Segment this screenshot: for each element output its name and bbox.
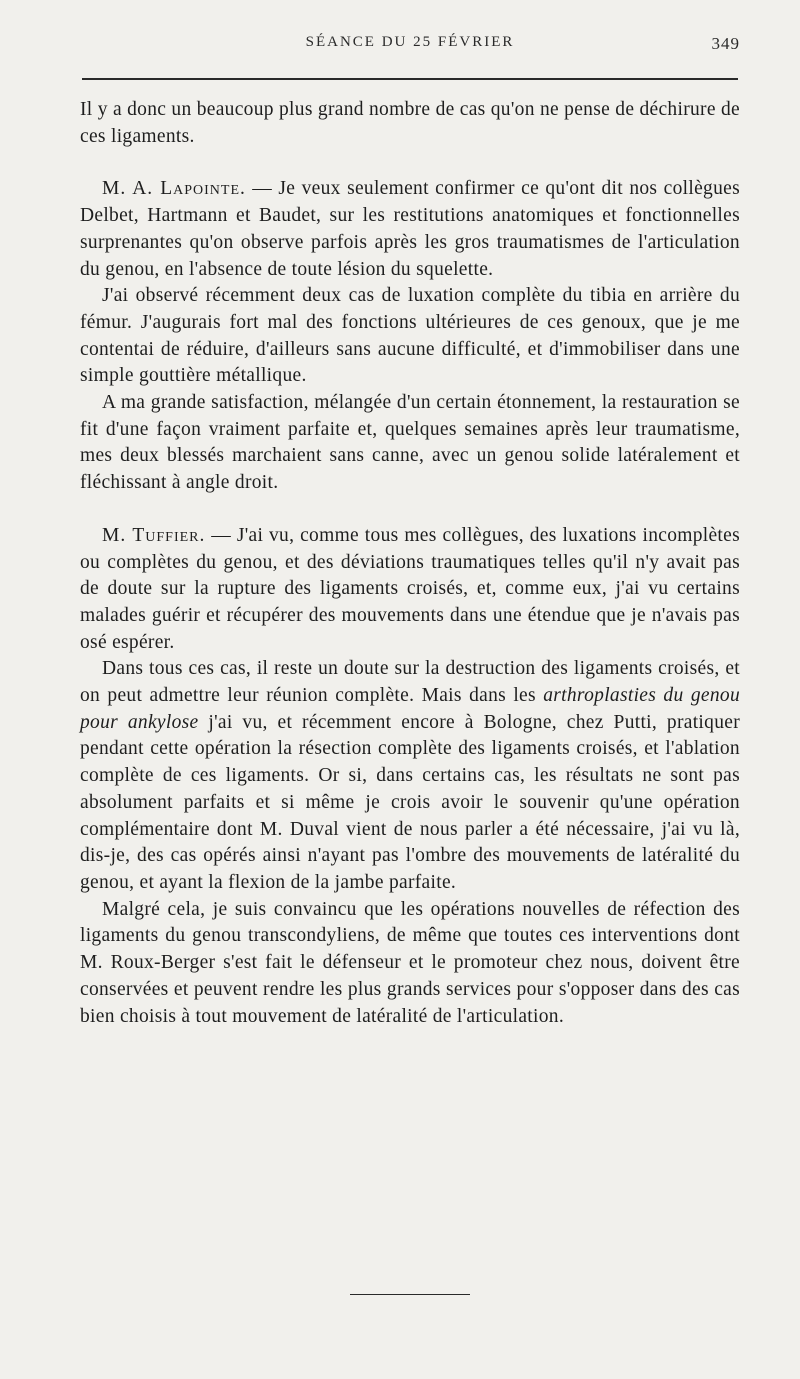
paragraph-6-part-a: Dans tous ces cas, il reste un doute sur la destruction des ligaments croisés, et on peut admettre leur réunion complète. Mais dans les bbox=[80, 658, 740, 707]
paragraph-7: Malgré cela, je suis convaincu que les opérations nouvelles de réfection des ligaments du genou transcondyliens, de même que toutes ces interventions dont M. Roux-Berger s'est fait le défenseur et le promoteur chez nous, doivent être conservées et peuvent rendre les plus grands services pour s'opposer dans des cas bien choisis à tout mouvement de latéralité de l'articulation. bbox=[80, 898, 740, 1027]
paragraph-lapointe bbox=[80, 176, 740, 283]
document-page bbox=[80, 0, 740, 1379]
page-header bbox=[80, 34, 740, 60]
running-head: SÉANCE DU 25 FÉVRIER bbox=[305, 34, 515, 50]
header-rule bbox=[82, 78, 738, 80]
page-number: 349 bbox=[711, 34, 740, 53]
footer-rule bbox=[350, 1294, 470, 1295]
paragraph-tuffier bbox=[80, 523, 740, 657]
tuffier-text: — J'ai vu, comme tous mes collègues, des luxations incomplètes ou complètes du genou, et des déviations traumatiques telles qu'il n'y avait pas de doute sur la rupture des ligaments croisés, et, comme eux, j'ai vu certains malades guérir et récupérer des mouvements dans une étendue que je n'avais pas osé espérer. bbox=[80, 524, 740, 653]
paragraph-6 bbox=[80, 656, 740, 896]
paragraph-1: Il y a donc un beaucoup plus grand nombre de cas qu'on ne pense de déchirure de ces ligaments. bbox=[80, 99, 740, 147]
speaker-tuffier: M. Tuffier. bbox=[102, 524, 206, 546]
paragraph-6-part-b: j'ai vu, et récemment encore à Bologne, chez Putti, pratiquer pendant cette opération la résection complète des ligaments croisés, et l'ablation complète de ces ligaments. Or si, dans certains cas, les résultats ne sont pas absolument parfaits et si même je crois avoir le souvenir qu'une opération complémentaire dont M. Duval vient de nous parler a été nécessaire, j'ai vu là, dis-je, des cas opérés ainsi n'ayant pas l'ombre des mouvements de latéralité du genou, et ayant la flexion de la jambe parfaite. bbox=[80, 711, 740, 893]
paragraph-4: A ma grande satisfaction, mélangée d'un certain étonnement, la restauration se fit d'une façon vraiment parfaite et, quelques semaines après leur traumatisme, mes deux blessés marchaient sans canne, avec un genou solide latéralement et fléchissant à angle droit. bbox=[80, 392, 740, 494]
paragraph-3: J'ai observé récemment deux cas de luxation complète du tibia en arrière du fémur. J'augurais fort mal des fonctions ultérieures de ces genoux, que je me contentai de réduire, d'ailleurs sans aucune difficulté, et d'immobiliser dans une simple gouttière métallique. bbox=[80, 285, 740, 387]
paragraph-6-italic: arthroplasties du genou pour ankylose bbox=[80, 685, 741, 733]
speaker-lapointe: M. A. Lapointe. bbox=[102, 178, 246, 200]
lapointe-text: — Je veux seulement confirmer ce qu'ont dit nos collègues Delbet, Hartmann et Baudet, sur les restitutions anatomiques et fonctionnelles surprenantes qu'on observe parfois après les gros traumatismes de l'articulation du genou, en l'absence de toute lésion du squelette. bbox=[80, 178, 740, 280]
body-text bbox=[80, 97, 740, 1030]
